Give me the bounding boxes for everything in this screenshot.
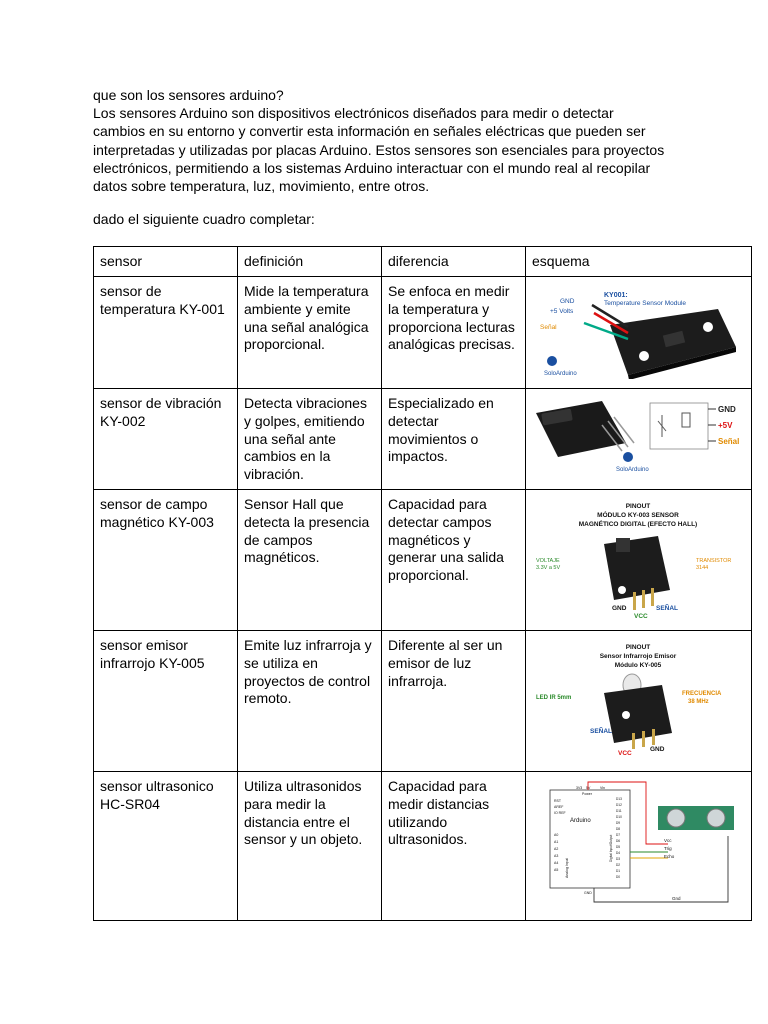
left-pin: AREF [554, 805, 564, 809]
cell-definicion: Emite luz infrarroja y se utiliza en proyectos de control remoto. [238, 631, 382, 772]
left-pin: RST [554, 799, 561, 803]
voltage-note: VOLTAJE [536, 558, 560, 564]
intro-line: electrónicos, permitiendo a los sistemas Arduino interactuar con el mundo real al recopilar [93, 159, 651, 176]
pinout-title: MAGNÉTICO DIGITAL (EFECTO HALL) [578, 521, 698, 528]
voltage-note: 3.3V a 5V [536, 565, 561, 571]
pin-gnd: GND [612, 605, 627, 612]
cell-definicion: Utiliza ultrasonidos para medir la distancia entre el sensor y un objeto. [238, 772, 382, 921]
table-header-row [94, 247, 752, 277]
label-5v: +5V [718, 421, 733, 430]
digital-pin: D5 [616, 845, 621, 849]
brand-name: SoloArduino [616, 467, 649, 473]
gnd-pin: GND [584, 891, 592, 895]
digital-pin: D3 [616, 857, 621, 861]
sensor-pin-trig: Trig [664, 846, 672, 851]
digital-pin: D13 [616, 797, 622, 801]
cell-sensor: sensor de vibración KY-002 [94, 389, 238, 490]
digital-pin: D12 [616, 803, 622, 807]
cell-diferencia: Se enfoca en medir la temperatura y proporciona lecturas analógicas precisas. [382, 277, 526, 389]
io-ref-label: IO REF [554, 811, 566, 815]
board-name: Arduino [570, 818, 591, 824]
sensor-table [93, 246, 752, 921]
intro-line: datos sobre temperatura, luz, movimiento, entre otros. [93, 178, 430, 195]
table-prompt: dado el siguiente cuadro completar: [93, 211, 315, 227]
cell-diferencia: Capacidad para medir distancias utilizando ultrasonidos. [382, 772, 526, 921]
cell-definicion: Mide la temperatura ambiente y emite una señal analógica proporcional. [238, 277, 382, 389]
analog-pin: A0 [554, 833, 559, 837]
pin-senal: SEÑAL [590, 728, 613, 735]
power-label: Power [582, 792, 592, 796]
cell-definicion: Detecta vibraciones y golpes, emitiendo una señal ante cambios en la vibración. [238, 389, 382, 490]
pinout-title: PINOUT [625, 644, 651, 651]
intro-line: cambios en su entorno y convertir esta información en señales eléctricas que pueden ser [93, 123, 646, 140]
brand-name: SoloArduino [544, 371, 577, 377]
cell-esquema [526, 772, 752, 921]
top-pin: Vin [600, 786, 605, 790]
analog-pin: A4 [554, 861, 559, 865]
ground-label: Gnd [672, 896, 681, 901]
analog-pin: A5 [554, 868, 559, 872]
cell-esquema [526, 389, 752, 490]
analog-pin: A1 [554, 840, 559, 844]
header-sensor: sensor [94, 247, 238, 277]
digital-pin: D2 [616, 863, 621, 867]
top-pin: 5V [586, 786, 591, 790]
cell-diferencia: Diferente al ser un emisor de luz infrarroja. [382, 631, 526, 772]
cell-definicion: Sensor Hall que detecta la presencia de campos magnéticos. [238, 490, 382, 631]
digital-pin: D11 [616, 809, 622, 813]
intro-line: interpretadas y utilizadas por placas Arduino. Estos sensores son esenciales para proyectos [93, 141, 665, 158]
cell-esquema [526, 631, 752, 772]
pinout-title: Sensor Infrarrojo Emisor [599, 653, 677, 660]
cell-sensor: sensor de campo magnético KY-003 [94, 490, 238, 631]
pinout-title: MÓDULO KY-003 SENSOR [597, 512, 679, 519]
header-definicion: definición [238, 247, 382, 277]
pin-vcc: VCC [618, 750, 632, 757]
ky003-pinout-image [532, 496, 744, 620]
cell-sensor: sensor emisor infrarrojo KY-005 [94, 631, 238, 772]
pinout-title: Módulo KY-005 [614, 662, 662, 669]
digital-pin: D4 [616, 851, 621, 855]
brand-logo-icon [623, 452, 633, 462]
table-row [94, 490, 752, 631]
brand-logo-icon [547, 356, 557, 366]
table-row [94, 277, 752, 389]
analog-label: Analog Input [565, 858, 569, 878]
cell-sensor: sensor de temperatura KY-001 [94, 277, 238, 389]
digital-pin: D10 [616, 815, 622, 819]
cell-diferencia: Especializado en detectar movimientos o impactos. [382, 389, 526, 490]
led-note: LED IR 5mm [536, 695, 572, 701]
frequency-note: FRECUENCIA [682, 691, 722, 697]
sensor-pin-vcc: Vcc [664, 838, 672, 843]
table-row [94, 772, 752, 921]
analog-pin: A3 [554, 854, 559, 858]
label-5v: +5 Volts [550, 308, 574, 315]
pcb-board [604, 536, 670, 600]
label-senal: Señal [718, 437, 740, 446]
table-row [94, 631, 752, 772]
intro-text [93, 86, 693, 195]
transistor-note: 3144 [696, 565, 709, 571]
hcsr04-wiring-image [532, 778, 744, 910]
digital-pin: D6 [616, 839, 621, 843]
ky005-pinout-image [532, 637, 744, 761]
digital-pin: D7 [616, 833, 621, 837]
header-diferencia: diferencia [382, 247, 526, 277]
intro-question: que son los sensores arduino? [93, 87, 284, 103]
ky001-module-image [532, 283, 744, 379]
ky002-module-image [532, 395, 744, 475]
digital-pin: D9 [616, 821, 621, 825]
label-gnd: GND [718, 405, 736, 414]
cell-esquema [526, 277, 752, 389]
cell-sensor: sensor ultrasonico HC-SR04 [94, 772, 238, 921]
digital-pin: D1 [616, 869, 621, 873]
pin-gnd: GND [650, 746, 665, 753]
frequency-note: 38 MHz [688, 699, 709, 705]
label-senal: Señal [540, 324, 557, 331]
digital-label: Digital Input/Output [609, 834, 613, 862]
cell-esquema [526, 490, 752, 631]
table-row [94, 389, 752, 490]
top-pin: 3V3 [576, 786, 583, 790]
ky001-subtitle: Temperature Sensor Module [604, 300, 687, 307]
digital-pin: D0 [616, 875, 621, 879]
analog-pin: A2 [554, 847, 559, 851]
header-esquema: esquema [526, 247, 752, 277]
pin-senal: SEÑAL [656, 605, 679, 612]
sensor-pin-echo: Echo [664, 854, 675, 859]
cell-diferencia: Capacidad para detectar campos magnéticos y generar una salida proporcional. [382, 490, 526, 631]
intro-line: Los sensores Arduino son dispositivos electrónicos diseñados para medir o detectar [93, 105, 614, 122]
ky001-title: KY001: [604, 292, 628, 299]
pinout-title: PINOUT [625, 503, 651, 510]
pcb-board [604, 685, 672, 743]
label-gnd: GND [560, 298, 575, 305]
digital-pin: D8 [616, 827, 621, 831]
transistor-note: TRANSISTOR [696, 558, 732, 564]
pin-vcc: VCC [634, 613, 648, 620]
